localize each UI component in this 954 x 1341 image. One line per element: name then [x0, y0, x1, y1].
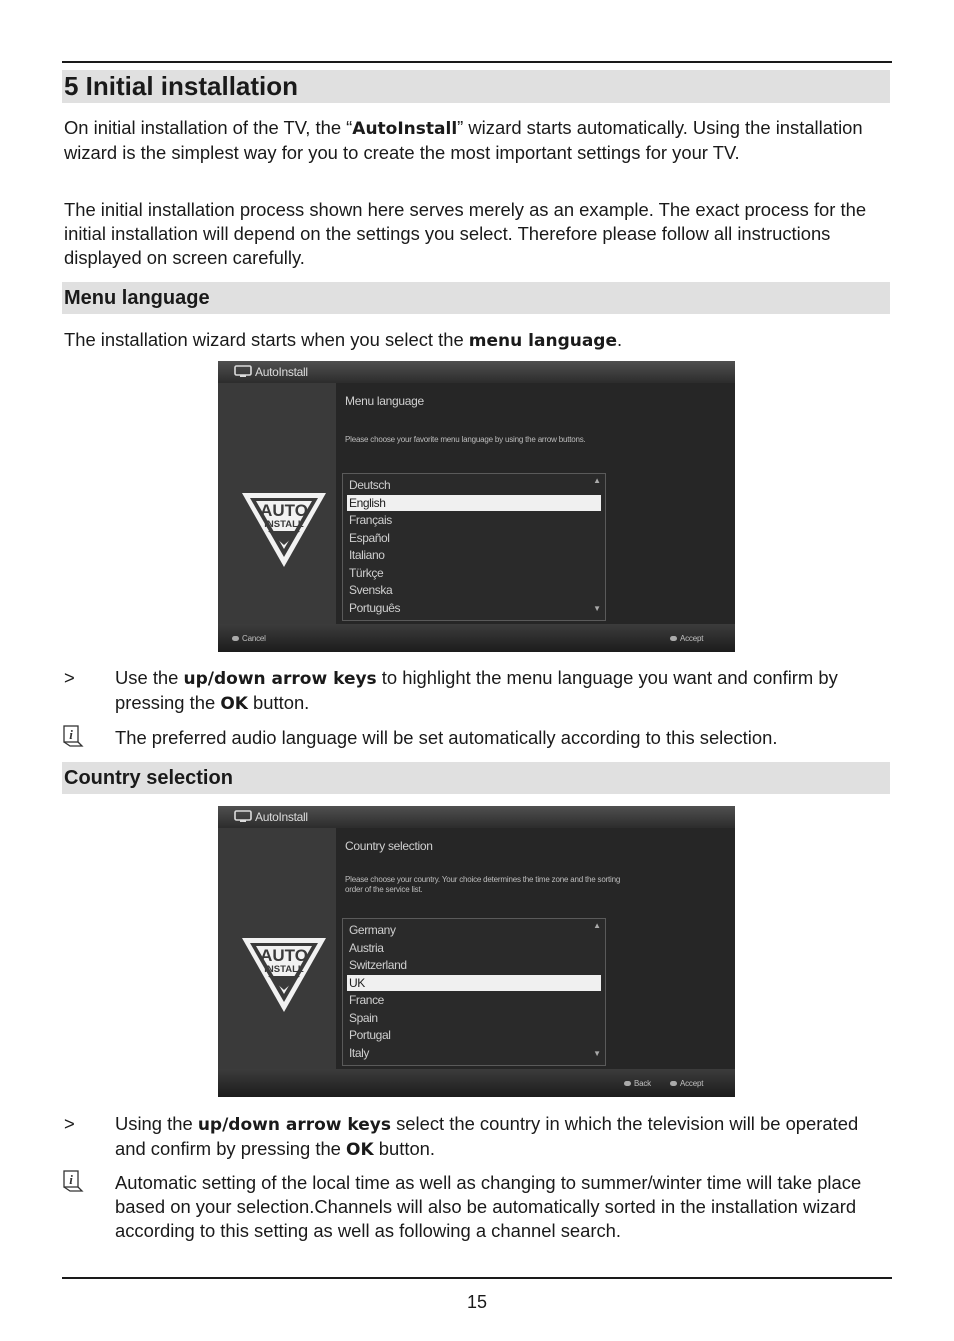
menu-language-screenshot	[218, 361, 735, 652]
country-selection-screenshot	[218, 806, 735, 1097]
auto-install-logo	[240, 934, 328, 1014]
back-hint[interactable]: Back	[624, 1079, 651, 1088]
language-option[interactable]: Svenska	[349, 583, 393, 597]
scroll-up-icon[interactable]: ▲	[593, 921, 601, 930]
country-option[interactable]: Switzerland	[349, 958, 407, 972]
accept-hint[interactable]: Accept	[670, 634, 703, 643]
svg-text:i: i	[69, 1172, 73, 1187]
screen-title-bar	[218, 806, 735, 828]
ok-key-icon	[670, 636, 677, 641]
country-option-selected[interactable]: UK	[347, 975, 601, 991]
country-selection-step: Using the up/down arrow keys select the country in which the television will be operated and confirm by pressing the OK button.	[115, 1113, 859, 1160]
left-panel	[218, 828, 336, 1069]
scroll-down-icon[interactable]: ▼	[593, 604, 601, 613]
top-rule	[62, 61, 892, 63]
menu-language-heading: Menu language	[64, 287, 210, 309]
language-option[interactable]: Türkçe	[349, 566, 384, 580]
info-note-icon	[62, 1170, 86, 1192]
step-marker: >	[64, 1113, 75, 1134]
tv-icon	[234, 365, 252, 377]
screen-title: Country selection	[345, 839, 433, 853]
country-option[interactable]: Italy	[349, 1046, 370, 1060]
language-option[interactable]: Español	[349, 531, 390, 545]
cancel-hint[interactable]: Cancel	[232, 634, 266, 643]
auto-install-logo	[240, 489, 328, 569]
screen-hint-bar	[218, 1069, 735, 1097]
logo-line-2: INSTALL	[264, 964, 304, 975]
country-option[interactable]: Portugal	[349, 1028, 391, 1042]
accept-hint[interactable]: Accept	[670, 1079, 703, 1088]
country-selection-heading: Country selection	[64, 767, 233, 789]
language-option[interactable]: Deutsch	[349, 478, 391, 492]
language-option[interactable]: Italiano	[349, 548, 385, 562]
screen-title: Menu language	[345, 394, 424, 408]
back-key-icon	[624, 1081, 631, 1086]
bottom-rule	[62, 1277, 892, 1279]
menu-language-note: The preferred audio language will be set automatically according to this selection.	[115, 727, 778, 748]
app-title: AutoInstall	[255, 365, 308, 379]
left-panel	[218, 383, 336, 624]
scroll-up-icon[interactable]: ▲	[593, 476, 601, 485]
step-marker: >	[64, 667, 75, 688]
chapter-title: 5 Initial installation	[64, 71, 299, 101]
intro-paragraph-1: On initial installation of the TV, the “AutoInstall” wizard starts automatically. Using the installation wizard is the simplest way for you to create the most important settings for your TV.	[64, 117, 863, 163]
language-list[interactable]	[342, 473, 606, 621]
country-selection-note: Automatic setting of the local time as well as changing to summer/winter time will take place based on your selection.Channels will also be automatically sorted in the installation wizard according to this setting as well as following a channel search.	[115, 1172, 862, 1241]
svg-text:i: i	[69, 727, 73, 742]
country-option[interactable]: Austria	[349, 941, 384, 955]
country-list[interactable]	[342, 918, 606, 1066]
screen-instruction: Please choose your favorite menu language by using the arrow buttons.	[345, 435, 586, 444]
language-option-selected[interactable]: English	[347, 495, 601, 511]
page-number: 15	[466, 1292, 488, 1312]
info-note-icon	[62, 725, 86, 747]
language-option[interactable]: Português	[349, 601, 401, 615]
intro-paragraph-2: The initial installation process shown here serves merely as an example. The exact process for the initial installation will depend on the settings you select. Therefore please follow all instructions displayed on screen carefully.	[64, 199, 867, 268]
scroll-down-icon[interactable]: ▼	[593, 1049, 601, 1058]
logo-line-2: INSTALL	[264, 519, 304, 530]
screen-hint-bar	[218, 624, 735, 652]
logo-line-1: AUTO	[260, 946, 308, 965]
tv-icon	[234, 810, 252, 822]
red-key-icon	[232, 636, 239, 641]
menu-language-intro: The installation wizard starts when you select the menu language.	[64, 329, 623, 351]
ok-key-icon	[670, 1081, 677, 1086]
app-title: AutoInstall	[255, 810, 308, 824]
language-option[interactable]: Français	[349, 513, 392, 527]
screen-instruction-line-2: order of the service list.	[345, 885, 423, 894]
logo-line-1: AUTO	[260, 501, 308, 520]
screen-instruction-line-1: Please choose your country. Your choice determines the time zone and the sorting	[345, 875, 621, 884]
country-option[interactable]: Germany	[349, 923, 396, 937]
country-option[interactable]: Spain	[349, 1011, 378, 1025]
menu-language-step: Use the up/down arrow keys to highlight the menu language you want and confirm by pressing the OK button.	[115, 667, 838, 714]
screen-title-bar	[218, 361, 735, 383]
country-option[interactable]: France	[349, 993, 384, 1007]
